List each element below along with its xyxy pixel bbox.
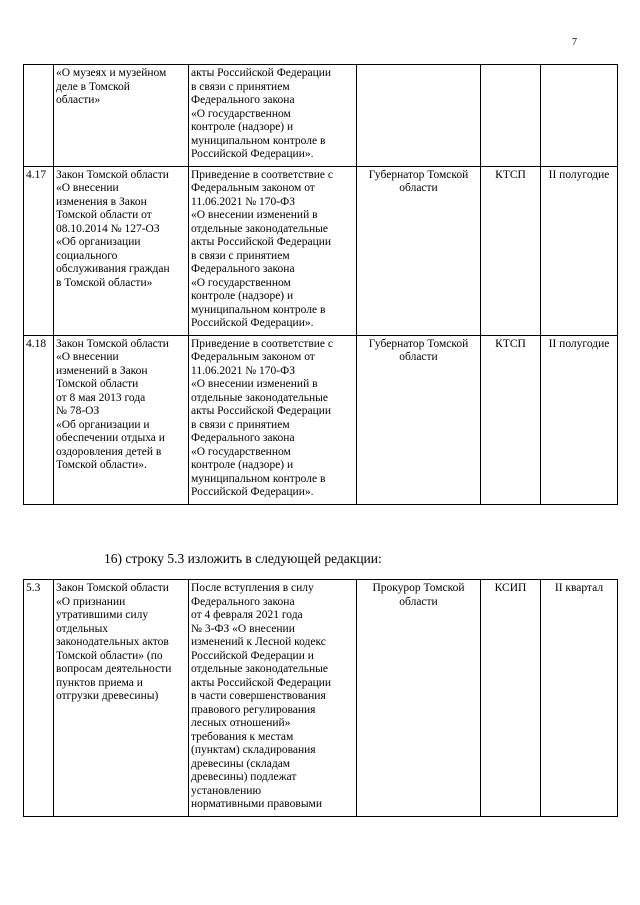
cell-line: в связи с принятием [191, 249, 290, 262]
cell-line: от 8 мая 2013 года [56, 391, 146, 404]
cell-line: 11.06.2021 № 170-ФЗ [191, 195, 295, 208]
cell-line: области [399, 351, 438, 363]
cell-line: 11.06.2021 № 170-ФЗ [191, 364, 295, 377]
cell-line: «О внесении изменений в [191, 209, 318, 221]
cell-line: нормативными правовыми [191, 798, 322, 810]
cell-line: Приведение в соответствие с [191, 337, 333, 350]
cell-line: в связи с принятием [191, 80, 290, 93]
cell-line: Федерального закона [191, 94, 295, 106]
cell-line: отдельные законодательные [191, 391, 329, 404]
cell-line: После вступления в силу [191, 582, 314, 594]
cell-line: акты Российской Федерации [191, 405, 332, 417]
table-row [24, 65, 618, 167]
cell-line: Приведение в соответствие с [191, 168, 333, 181]
cell-line: требования к местам [191, 730, 294, 743]
cell-line: правового регулирования [191, 703, 316, 716]
authority-cell [357, 335, 481, 504]
cell-line: «О внесении [56, 182, 119, 194]
cell-line: в части совершенствования [191, 690, 326, 702]
cell-line: Губернатор Томской [368, 168, 469, 181]
cell-line: акты Российской Федерации [191, 236, 332, 248]
term-cell: II квартал [541, 580, 618, 817]
cell-line: законодательных актов [56, 636, 169, 648]
cell-line: «О музеях и музейном [56, 67, 167, 79]
responsible-cell: КТСП [481, 166, 541, 335]
cell-line: Российской Федерации». [191, 317, 314, 329]
cell-line: 08.10.2014 № 127-ОЗ [56, 222, 160, 235]
term-cell: II полугодие [541, 166, 618, 335]
cell-line: «О внесении [56, 351, 119, 363]
cell-line: «О государственном [191, 445, 291, 458]
cell-line: Федеральным законом от [191, 351, 315, 363]
cell-line: (пунктам) складирования [191, 744, 316, 756]
cell-line: Российской Федерации». [191, 486, 314, 498]
table-row [24, 166, 618, 335]
cell-line: изменений в Закон [56, 364, 148, 377]
cell-line: обеспечении отдыха и [56, 432, 165, 444]
cell-line: Федерального закона [191, 263, 295, 275]
responsible-cell: КСИП [481, 580, 541, 817]
cell-line: вопросам деятельности [56, 663, 172, 675]
cell-line: контроле (надзоре) и [191, 290, 294, 302]
change-basis-cell [189, 166, 357, 335]
cell-line: изменений к Лесной кодекс [191, 636, 326, 648]
cell-line: области [399, 595, 438, 608]
row-number [24, 65, 54, 167]
law-title-cell [54, 580, 189, 817]
cell-line: муниципальном контроле в [191, 134, 326, 147]
term-cell: II полугодие [541, 335, 618, 504]
cell-line: Федеральным законом от [191, 182, 315, 194]
cell-line: отдельных [56, 622, 109, 635]
cell-line: муниципальном контроле в [191, 303, 326, 316]
cell-line: области [399, 182, 438, 194]
cell-line: утратившими силу [56, 609, 149, 621]
term-cell [541, 65, 618, 167]
cell-line: древесины (складам [191, 757, 291, 770]
cell-line: акты Российской Федерации [191, 676, 332, 689]
row-number: 5.3 [24, 580, 54, 817]
change-basis-cell [189, 335, 357, 504]
cell-line: контроле (надзоре) и [191, 459, 294, 471]
cell-line: Закон Томской области [56, 168, 169, 181]
authority-cell [357, 580, 481, 817]
cell-line: Федерального закона [191, 595, 295, 608]
responsible-cell [481, 65, 541, 167]
cell-line: Федерального закона [191, 432, 295, 444]
cell-line: оздоровления детей в [56, 445, 162, 458]
responsible-cell: КТСП [481, 335, 541, 504]
cell-line: контроле (надзоре) и [191, 121, 294, 133]
cell-line: «Об организации и [56, 418, 150, 431]
cell-line: лесных отношений» [191, 717, 291, 729]
cell-line: Прокурор Томской [372, 582, 465, 594]
cell-line: обслуживания граждан [56, 263, 170, 275]
cell-line: № 78-ОЗ [56, 405, 100, 417]
law-title-cell [54, 166, 189, 335]
cell-line: Томской области» (по [56, 649, 163, 662]
authority-cell [357, 166, 481, 335]
law-title-cell [54, 65, 189, 167]
plan-table-continued [23, 64, 618, 505]
cell-line: № 3-ФЗ «О внесении [191, 622, 295, 635]
cell-line: «Об организации [56, 236, 141, 248]
cell-line: установлению [191, 784, 262, 797]
cell-line: Закон Томской области [56, 582, 169, 594]
cell-line: акты Российской Федерации [191, 67, 332, 79]
cell-line: муниципальном контроле в [191, 472, 326, 485]
cell-line: деле в Томской [56, 80, 130, 93]
cell-line: Томской области [56, 378, 139, 390]
cell-line: Российской Федерации». [191, 148, 314, 160]
cell-line: «О внесении изменений в [191, 378, 318, 390]
amendment-instruction: 16) строку 5.3 изложить в следующей редакции: [104, 551, 382, 566]
cell-line: от 4 февраля 2021 года [191, 609, 303, 621]
authority-cell [357, 65, 481, 167]
cell-line: отдельные законодательные [191, 222, 329, 235]
plan-table-row-5-3 [23, 579, 618, 817]
cell-line: Губернатор Томской [368, 337, 469, 350]
cell-line: отдельные законодательные [191, 663, 329, 675]
change-basis-cell [189, 65, 357, 167]
cell-line: социального [56, 249, 118, 262]
cell-line: «О государственном [191, 276, 291, 289]
cell-line: Томской области». [56, 459, 147, 471]
cell-line: отгрузки древесины) [56, 690, 159, 702]
table-row [24, 335, 618, 504]
change-basis-cell [189, 580, 357, 817]
page-number: 7 [572, 37, 577, 48]
law-title-cell [54, 335, 189, 504]
cell-line: Закон Томской области [56, 337, 169, 350]
cell-line: «О государственном [191, 107, 291, 120]
cell-line: изменения в Закон [56, 195, 147, 208]
cell-line: пунктов приема и [56, 676, 143, 689]
row-number: 4.17 [24, 166, 54, 335]
cell-line: Томской области от [56, 209, 152, 221]
cell-line: Российской Федерации и [191, 649, 314, 662]
cell-line: древесины) подлежат [191, 771, 297, 783]
cell-line: в Томской области» [56, 276, 153, 289]
cell-line: в связи с принятием [191, 418, 290, 431]
cell-line: «О признании [56, 595, 126, 608]
table-row [24, 580, 618, 817]
cell-line: области» [56, 94, 101, 106]
row-number: 4.18 [24, 335, 54, 504]
